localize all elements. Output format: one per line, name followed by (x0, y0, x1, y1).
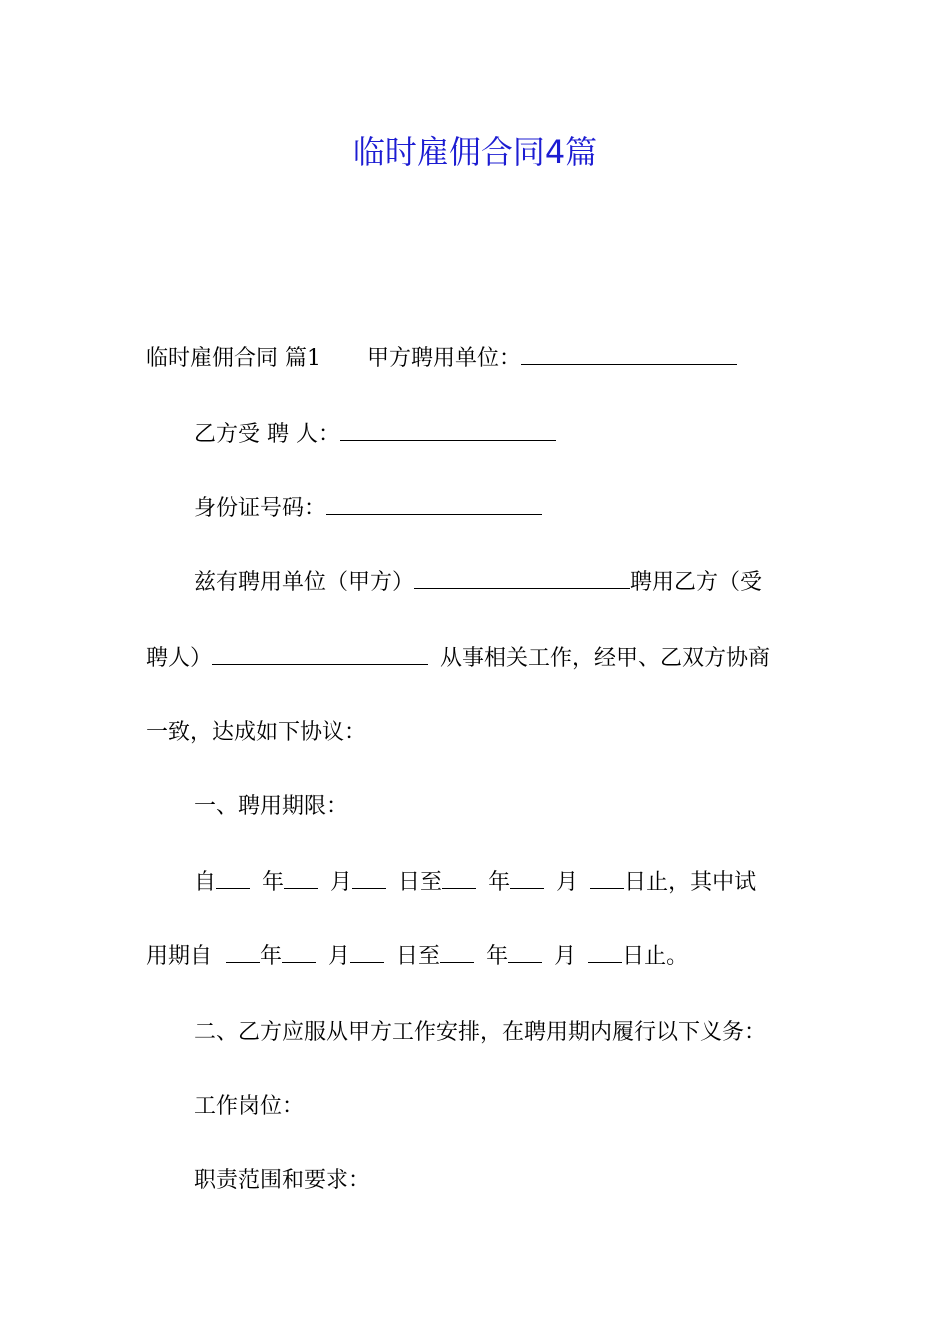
paragraph-text: 一致，达成如下协议： (146, 720, 367, 745)
paragraph-line (194, 568, 858, 598)
date-text: 月 (556, 870, 579, 895)
date-blank (350, 942, 384, 963)
date-text: 日止，其中试 (624, 870, 757, 895)
field-label-line (194, 1092, 858, 1122)
party-b-blank (340, 420, 556, 441)
party-b-line (194, 420, 858, 450)
date-text: 月 (328, 944, 351, 969)
contract-section-label: 临时雇佣合同 篇1 (146, 346, 321, 371)
date-text: 年 (262, 870, 285, 895)
date-blank (216, 868, 250, 889)
date-text: 日至 (398, 870, 443, 895)
party-b-label: 乙方受 聘 人： (194, 422, 340, 447)
date-text: 月 (330, 870, 353, 895)
date-blank (588, 942, 622, 963)
date-blank (442, 868, 476, 889)
document-title: 临时雇佣合同4篇 (352, 133, 598, 171)
probation-date-line (146, 942, 810, 972)
id-number-line (194, 494, 858, 524)
job-position-label: 工作岗位： (194, 1094, 305, 1119)
field-label-line (194, 1166, 858, 1196)
id-number-label: 身份证号码： (194, 496, 327, 521)
date-blank (508, 942, 542, 963)
date-blank (440, 942, 474, 963)
paragraph-text: 从事相关工作，经甲、乙双方协商 (440, 646, 771, 671)
date-blank (510, 868, 544, 889)
date-text: 年 (488, 870, 511, 895)
date-text: 月 (554, 944, 577, 969)
date-text: 用期自 (146, 944, 213, 969)
employer-blank (414, 568, 630, 589)
section-heading (194, 792, 858, 822)
date-text: 年 (486, 944, 509, 969)
date-blank (284, 868, 318, 889)
paragraph-text: 聘用乙方（受 (630, 570, 763, 595)
date-text: 自 (194, 870, 217, 895)
section-heading (194, 1018, 858, 1048)
paragraph-line (146, 644, 810, 674)
date-blank (590, 868, 624, 889)
date-blank (226, 942, 260, 963)
contract-heading-line (146, 344, 810, 374)
employee-blank (212, 644, 428, 665)
date-blank (282, 942, 316, 963)
term-date-line (194, 868, 858, 898)
section-heading-text: 一、聘用期限： (194, 794, 349, 819)
party-a-blank (521, 344, 737, 365)
party-a-label: 甲方聘用单位： (367, 346, 522, 371)
date-text: 年 (260, 944, 283, 969)
date-text: 日至 (396, 944, 441, 969)
responsibility-label: 职责范围和要求： (194, 1168, 371, 1193)
paragraph-text: 兹有聘用单位（甲方） (194, 570, 415, 595)
date-blank (352, 868, 386, 889)
paragraph-line (146, 718, 810, 748)
section-heading-text: 二、乙方应服从甲方工作安排，在聘用期内履行以下义务： (194, 1020, 767, 1045)
paragraph-text: 聘人） (146, 646, 213, 671)
id-number-blank (326, 494, 542, 515)
date-text: 日止。 (622, 944, 689, 969)
